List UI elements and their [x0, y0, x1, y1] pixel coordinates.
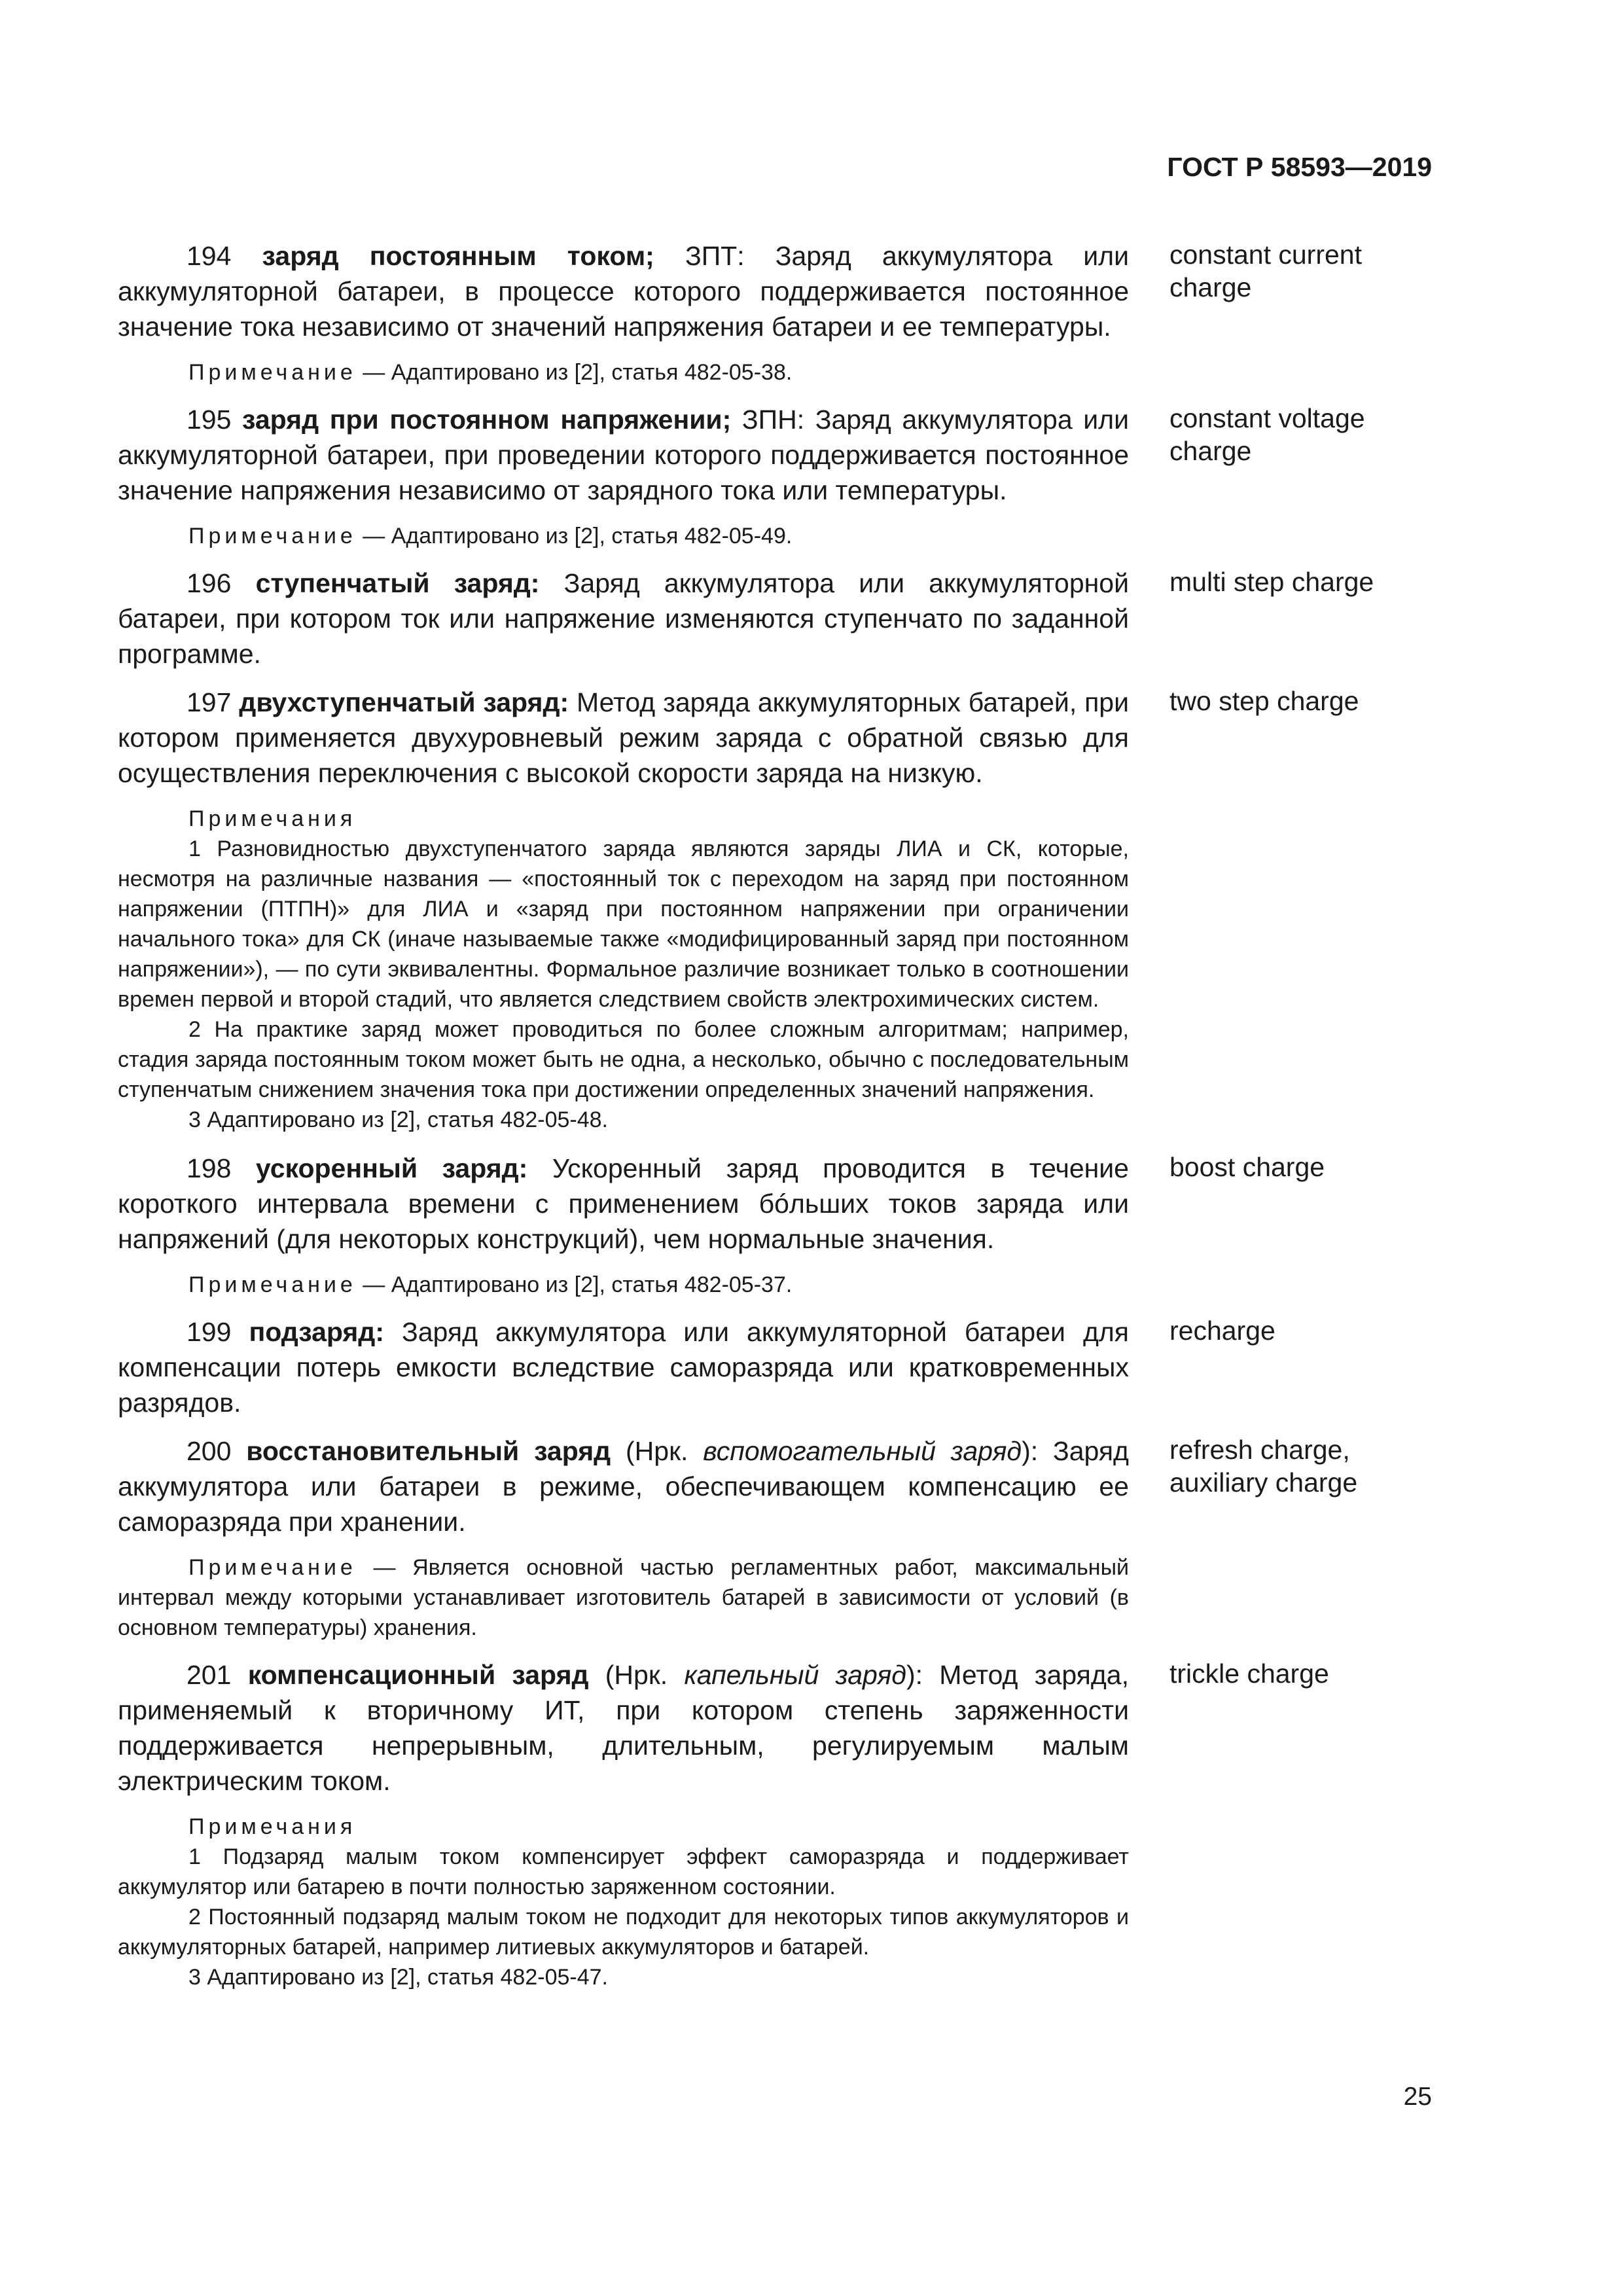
term-entry-199 — [118, 1314, 1391, 1420]
note: Примечание — Адаптировано из [2], статья 482-05-49. — [188, 524, 793, 548]
term-entry-196 — [118, 565, 1391, 672]
term-title: компенсационный заряд — [247, 1660, 589, 1690]
term-title: заряд постоянным током; — [262, 241, 654, 271]
term-definition: 198 ускоренный заряд: Ускоренный заряд проводится в течение короткого интервала времени с применением бóльших токов заряда или напряжений (для некоторых конструкций), чем нормальные значения. — [118, 1153, 1129, 1254]
note: Примечание — Адаптировано из [2], статья 482-05-37. — [188, 1272, 793, 1297]
note-item: 3 Адаптировано из [2], статья 482-05-48. — [188, 1107, 608, 1132]
term-entry-194 — [118, 238, 1391, 344]
term-definition: 194 заряд постоянным током; ЗПТ: Заряд аккумулятора или аккумуляторной батареи, в процессе которого поддерживается постоянное значение тока независимо от значений напряжения батареи и ее температуры. — [118, 241, 1129, 342]
term-title: восстановительный заряд — [246, 1436, 611, 1466]
term-english: refresh charge, auxiliary charge — [1169, 1435, 1358, 1498]
term-definition: 195 заряд при постоянном напряжении; ЗПН: Заряд аккумулятора или аккумуляторной батареи, при проведении которого поддерживается постоянное значение напряжения независимо от зарядного тока или температуры. — [118, 404, 1129, 505]
term-title: ступенчатый заряд: — [255, 568, 540, 598]
term-english: recharge — [1169, 1316, 1275, 1346]
term-english: boost charge — [1169, 1152, 1325, 1182]
note-item: 1 Подзаряд малым током компенсирует эффект саморазряда и поддерживает аккумулятор или батарею в почти полностью заряженном состоянии. — [118, 1844, 1129, 1899]
note-item: 3 Адаптировано из [2], статья 482-05-47. — [188, 1965, 608, 1990]
term-definition: 200 восстановительный заряд (Нрк. вспомогательный заряд): Заряд аккумулятора или батареи в режиме, обеспечивающем компенсацию ее саморазряда при хранении. — [118, 1436, 1129, 1537]
term-title: ускоренный заряд: — [255, 1153, 528, 1183]
term-entry-200 — [118, 1433, 1391, 1539]
document-code-header: ГОСТ Р 58593—2019 — [1167, 152, 1432, 182]
term-english: constant current charge — [1169, 240, 1362, 302]
term-english: constant voltage charge — [1169, 403, 1365, 466]
note: Примечание — Является основной частью регламентных работ, максимальный интервал между которыми устанавливает изготовитель батарей в зависимости от условий (в основном температуры) хранения. — [118, 1555, 1129, 1640]
term-english: multi step charge — [1169, 567, 1374, 597]
page-number: 25 — [1403, 2083, 1432, 2111]
term-definition: 201 компенсационный заряд (Нрк. капельный заряд): Метод заряда, применяемый к вторичному ИТ, при котором степень заряженности поддерживается непрерывным, длительным, регулируемым малым электрическим током. — [118, 1660, 1129, 1796]
term-english: two step charge — [1169, 686, 1359, 716]
note: Примечание — Адаптировано из [2], статья 482-05-38. — [188, 360, 793, 385]
term-entry-195 — [118, 402, 1391, 508]
term-definition: 196 ступенчатый заряд: Заряд аккумулятора или аккумуляторной батареи, при котором ток или напряжение изменяются ступенчато по заданной программе. — [118, 568, 1129, 669]
note-item: 2 Постоянный подзаряд малым током не подходит для некоторых типов аккумуляторов и аккумуляторных батарей, например литиевых аккумуляторов и батарей. — [118, 1905, 1129, 1960]
note-item: 1 Разновидностью двухступенчатого заряда являются заряды ЛИА и СК, которые, несмотря на различные названия — «постоянный ток с переходом на заряд при постоянном напряжении (ПТПН)» для ЛИА и «заряд при постоянном напряжении при ограничении начального тока» для СК (иначе называемые также «модифицированный заряд при постоянном напряжении»), — по сути эквивалентны. Формальное различие возникает только в соотношении времен первой и второй стадий, что является следствием свойств электрохимических систем. — [118, 836, 1129, 1012]
term-entry-201 — [118, 1657, 1391, 1799]
term-entry-198 — [118, 1151, 1391, 1257]
notes-title: Примечания — [188, 1814, 357, 1839]
term-title: подзаряд: — [249, 1317, 384, 1347]
term-english: trickle charge — [1169, 1659, 1329, 1689]
term-entry-197 — [118, 685, 1391, 791]
term-definition: 197 двухступенчатый заряд: Метод заряда аккумуляторных батарей, при котором применяется двухуровневый режим заряда с обратной связью для осуществления переключения с высокой скорости заряда на низкую. — [118, 687, 1129, 788]
term-title: двухступенчатый заряд: — [239, 687, 569, 717]
notes-block — [118, 804, 1129, 1135]
term-title: заряд при постоянном напряжении; — [242, 404, 732, 435]
term-definition: 199 подзаряд: Заряд аккумулятора или аккумуляторной батареи для компенсации потерь емкости вследствие саморазряда или кратковременных разрядов. — [118, 1317, 1129, 1418]
note-item: 2 На практике заряд может проводиться по более сложным алгоритмам; например, стадия заряда постоянным током может быть не одна, а несколько, обычно с последовательным ступенчатым снижением значения тока при достижении определенных значений напряжения. — [118, 1017, 1129, 1102]
notes-title: Примечания — [188, 806, 357, 831]
notes-block — [118, 1812, 1129, 1992]
terms-content — [118, 238, 1391, 2008]
